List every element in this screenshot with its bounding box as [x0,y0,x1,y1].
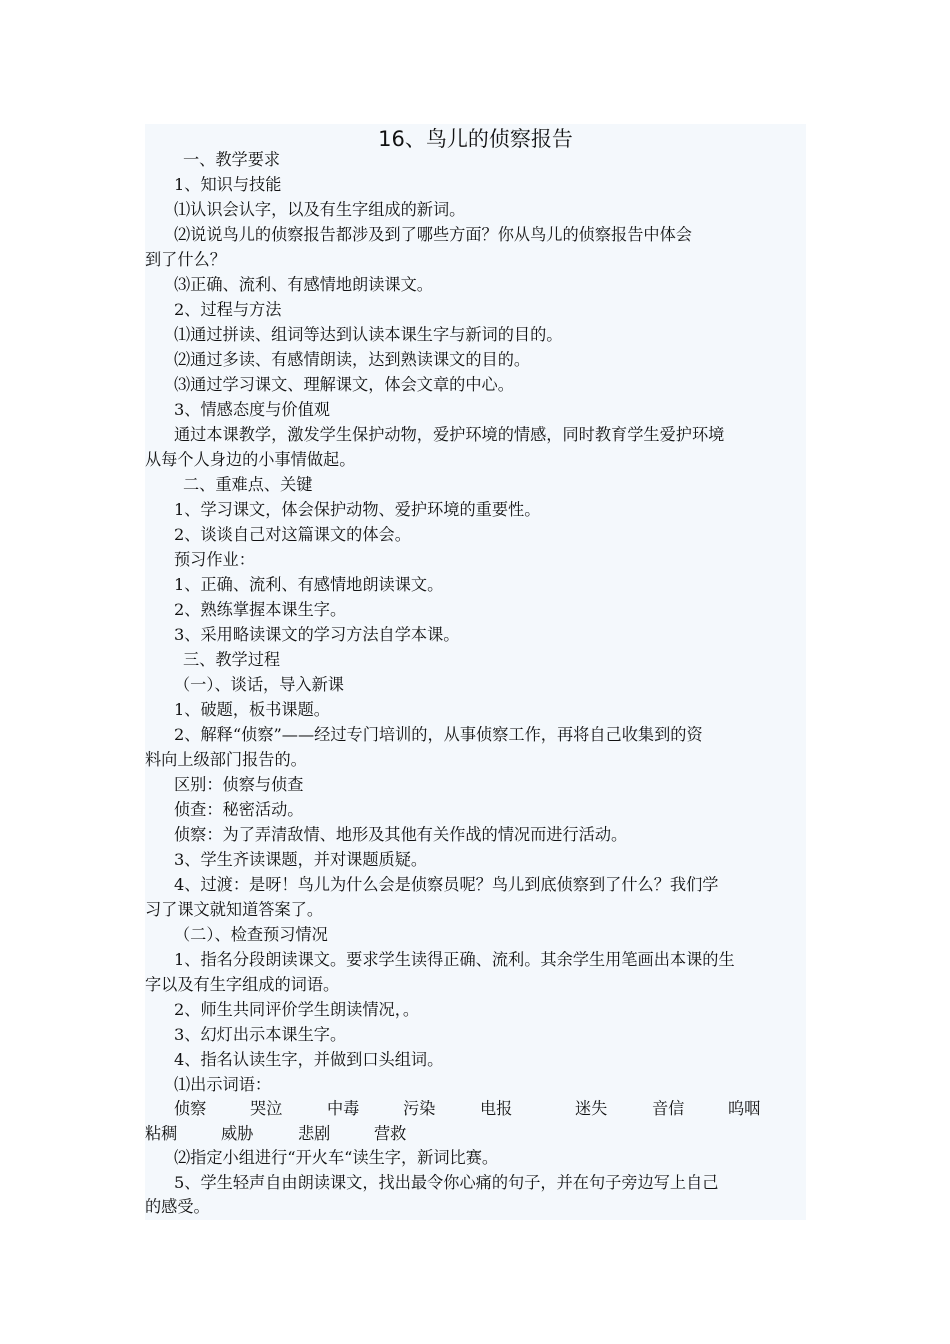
subheading-process-method: 2、过程与方法 [174,300,282,319]
text-line: ⑶通过学习课文、理解课文，体会文章的中心。 [174,375,514,394]
text-line: 区别：侦察与侦查 [174,775,304,794]
vocabulary-word: 哭泣 [250,1099,283,1118]
vocabulary-word: 侦察 [174,1099,207,1118]
text-line: 通过本课教学，激发学生保护动物，爱护环境的情感，同时教育学生爱护环境 [174,425,725,444]
text-line: 从每个人身边的小事情做起。 [145,450,356,469]
vocabulary-word: 悲剧 [298,1124,331,1143]
vocabulary-word: 威胁 [221,1124,254,1143]
text-line: 到了什么？ [145,250,226,269]
document-page [145,124,806,1220]
text-line: ⑴认识会认字，以及有生字组成的新词。 [174,200,466,219]
heading-key-points: 二、重难点、关键 [183,475,313,494]
document-title: 16、鸟儿的侦察报告 [378,127,573,151]
text-line: 字以及有生字组成的词语。 [145,975,340,994]
text-line: 的感受。 [145,1197,210,1216]
vocabulary-word: 迷失 [575,1099,608,1118]
text-line: 习了课文就知道答案了。 [145,900,324,919]
text-line: 4、指名认读生字，并做到口头组词。 [174,1050,444,1069]
text-line: 侦察：为了弄清敌情、地形及其他有关作战的情况而进行活动。 [174,825,628,844]
heading-teaching-requirements: 一、教学要求 [183,150,281,169]
text-line: 3、采用略读课文的学习方法自学本课。 [174,625,460,644]
text-line: 3、学生齐读课题，并对课题质疑。 [174,850,428,869]
text-line: 1、学习课文，体会保护动物、爱护环境的重要性。 [174,500,541,519]
subheading-preview-homework: 预习作业： [174,550,255,569]
text-line: 料向上级部门报告的。 [145,750,307,769]
text-line: 侦查：秘密活动。 [174,800,304,819]
vocabulary-word: 音信 [652,1099,685,1118]
vocabulary-word: 粘稠 [145,1124,178,1143]
text-line: ⑵说说鸟儿的侦察报告都涉及到了哪些方面？你从鸟儿的侦察报告中体会 [174,225,692,244]
text-line: 2、谈谈自己对这篇课文的体会。 [174,525,411,544]
vocabulary-row [145,1122,806,1147]
text-line: ⑵指定小组进行“开火车“读生字，新词比赛。 [174,1148,499,1167]
text-line: 1、指名分段朗读课文。要求学生读得正确、流利。其余学生用笔画出本课的生 [174,950,735,969]
vocabulary-word: 电报 [480,1099,513,1118]
text-line: ⑴通过拼读、组词等达到认读本课生字与新词的目的。 [174,325,563,344]
subheading-knowledge-skills: 1、知识与技能 [174,175,282,194]
subheading-check-preview: （二）、检查预习情况 [174,925,328,944]
vocabulary-word: 营救 [374,1124,407,1143]
subheading-attitude-values: 3、情感态度与价值观 [174,400,330,419]
vocabulary-word: 中毒 [327,1099,360,1118]
text-line: ⑶正确、流利、有感情地朗读课文。 [174,275,433,294]
text-line: 4、过渡：是呀！鸟儿为什么会是侦察员呢？鸟儿到底侦察到了什么？我们学 [174,875,719,894]
text-line: 1、破题，板书课题。 [174,700,330,719]
text-line: 1、正确、流利、有感情地朗读课文。 [174,575,444,594]
text-line: ⑴出示词语： [174,1075,272,1094]
text-line: 3、幻灯出示本课生字。 [174,1025,347,1044]
text-line: ⑵通过多读、有感情朗读，达到熟读课文的目的。 [174,350,531,369]
text-line: 2、熟练掌握本课生字。 [174,600,347,619]
vocabulary-word: 污染 [403,1099,436,1118]
heading-teaching-process: 三、教学过程 [183,650,281,669]
vocabulary-row [145,1097,806,1122]
text-line: 5、学生轻声自由朗读课文，找出最令你心痛的句子，并在句子旁边写上自己 [174,1173,719,1192]
text-line: 2、解释“侦察”——经过专门培训的，从事侦察工作，再将自己收集到的资 [174,725,703,744]
text-line: 2、师生共同评价学生朗读情况，。 [174,1000,420,1019]
vocabulary-word: 呜咽 [728,1099,761,1118]
subheading-talk-intro: （一）、谈话，导入新课 [174,675,344,694]
